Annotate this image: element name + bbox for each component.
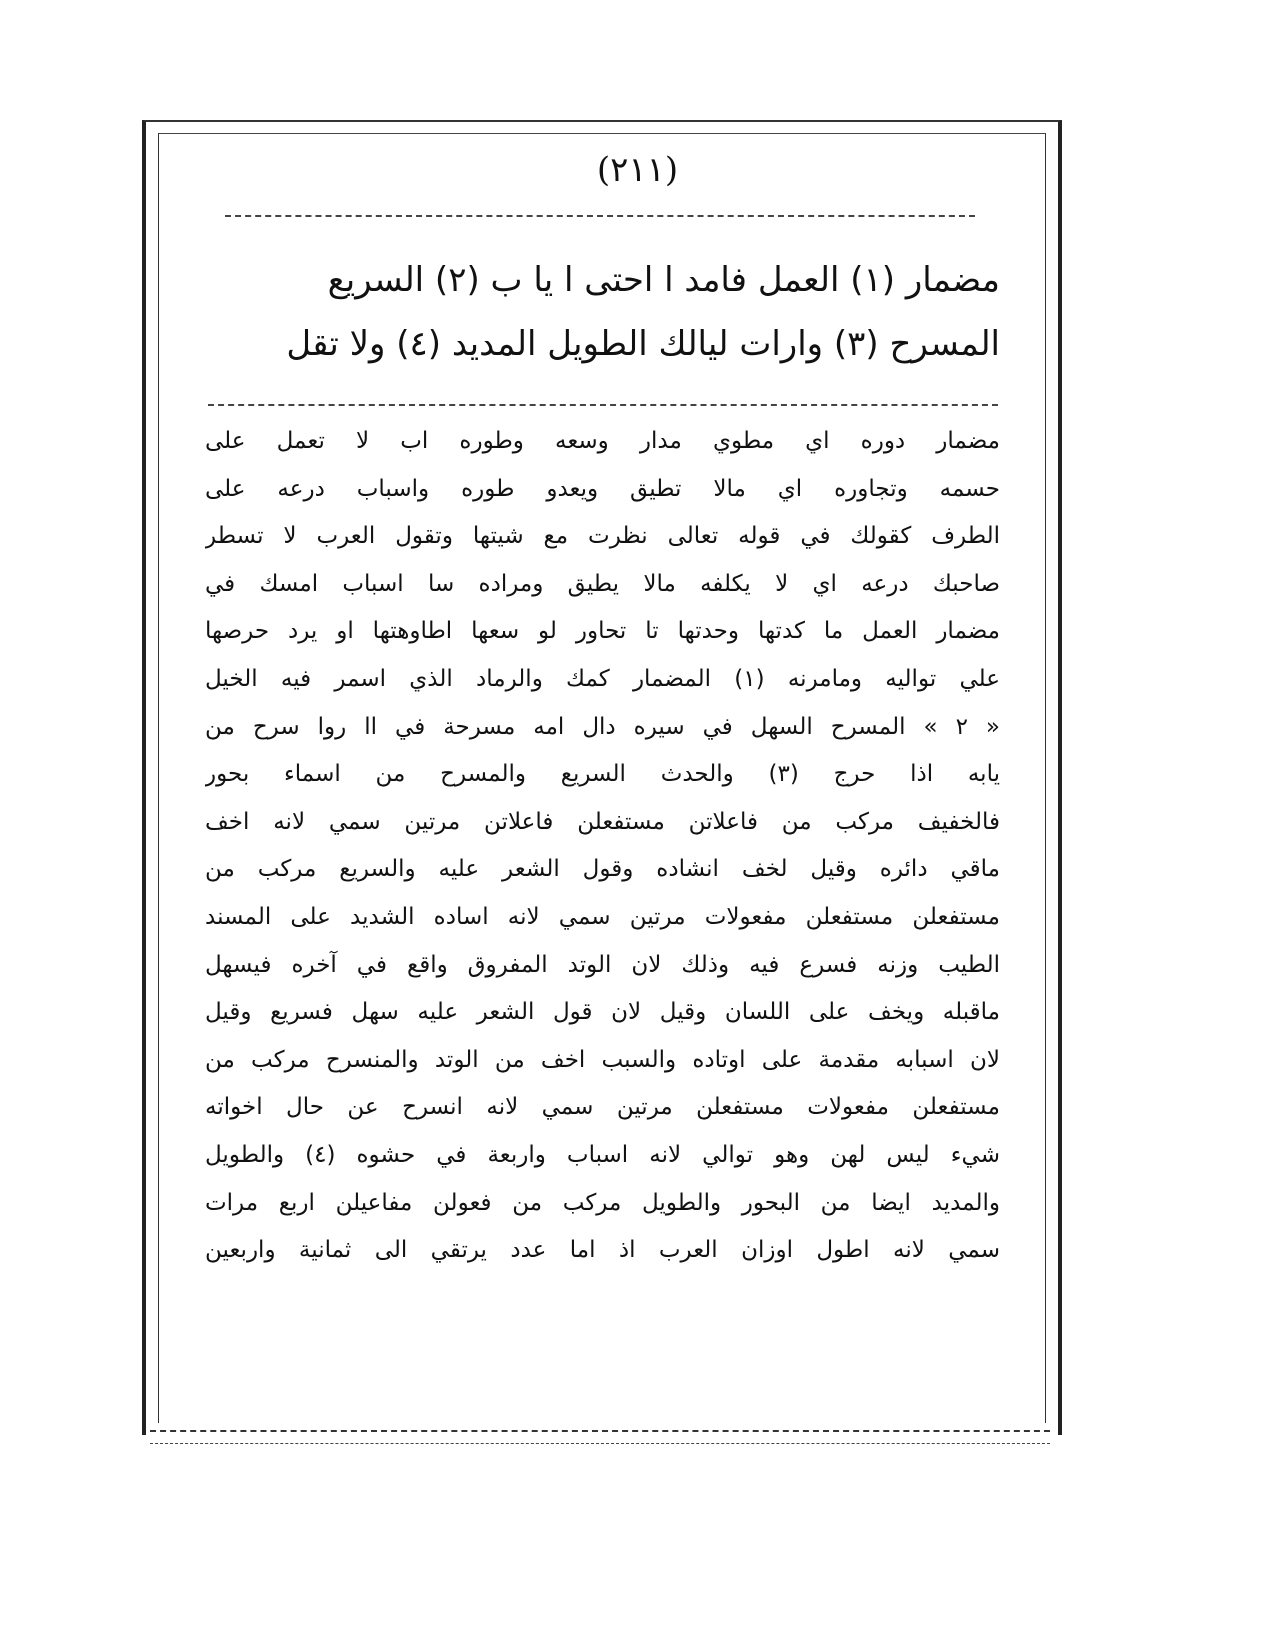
body-line: الطيب وزنه فسرع فيه وذلك لان الوتد المفروق واقع في آخره فيسهل [205,951,1000,978]
heading-block [200,248,1000,376]
divider-top [225,215,975,217]
heading-line: مضمار (١) العمل فامد ا احتى ا يا ب (٢) السريع [327,260,1000,300]
body-line: حسمه وتجاوره اي مالا تطيق ويعدو طوره واسباب درعه على [205,475,1000,502]
body-line: يابه اذا حرج (٣) والحدث السريع والمسرح من اسماء بحور [205,761,1000,788]
body-line: مضمار العمل ما كدتها وحدتها تا تحاور لو سعها اطاوهتها او يرد حرصها [205,618,1000,645]
body-line: فالخفيف مركب من فاعلاتن مستفعلن فاعلاتن مرتين سمي لانه اخف [205,808,1000,835]
body-line: ماقي دائره وقيل لخف انشاده وقول الشعر عليه والسريع مركب من [205,856,1000,883]
body-line: سمي لانه اطول اوزان العرب اذ اما عدد يرتقي الى ثمانية واربعين [205,1237,1000,1264]
body-line: مستفعلن مستفعلن مفعولات مرتين سمي لانه اساده الشديد على المسند [205,903,1000,930]
body-line: الطرف كقولك في قوله تعالى نظرت مع شيتها وتقول العرب لا تسطر [205,523,1000,550]
body-line: والمديد ايضا من البحور والطويل مركب من فعولن مفاعيلن اربع مرات [205,1189,1000,1216]
body-line: مضمار دوره اي مطوي مدار وسعه وطوره اب لا تعمل على [205,428,1000,454]
page-number: (٢١١) [596,150,679,190]
divider-middle [208,404,998,406]
body-line: ماقبله ويخف على اللسان وقيل لان قول الشعر عليه سهل فسريع وقيل [205,999,1000,1026]
body-line: شيء ليس لهن وهو توالي لانه اسباب واربعة في حشوه (٤) والطويل [205,1141,1000,1168]
body-line: « ٢ » المسرح السهل في سيره دال امه مسرحة في اا روا سرح من [205,713,1000,740]
body-line: علي تواليه ومامرنه (١) المضمار كمك والرماد الذي اسمر فيه الخيل [205,665,1000,692]
body-line: مستفعلن مفعولات مستفعلن مرتين سمي لانه انسرح عن حال اخواته [205,1094,1000,1121]
body-line: صاحبك درعه اي لا يكلفه مالا يطيق ومراده سا اسباب امسك في [205,570,1000,597]
heading-line: المسرح (٣) وارات ليالك الطويل المديد (٤) ولا تقل [286,324,1000,364]
body-text [205,418,1000,1275]
divider-bottom [150,1430,1050,1432]
body-line: لان اسبابه مقدمة على اوتاده والسبب اخف من الوتد والمنسرح مركب من [205,1046,1000,1073]
divider-bottom-secondary [150,1443,1050,1444]
